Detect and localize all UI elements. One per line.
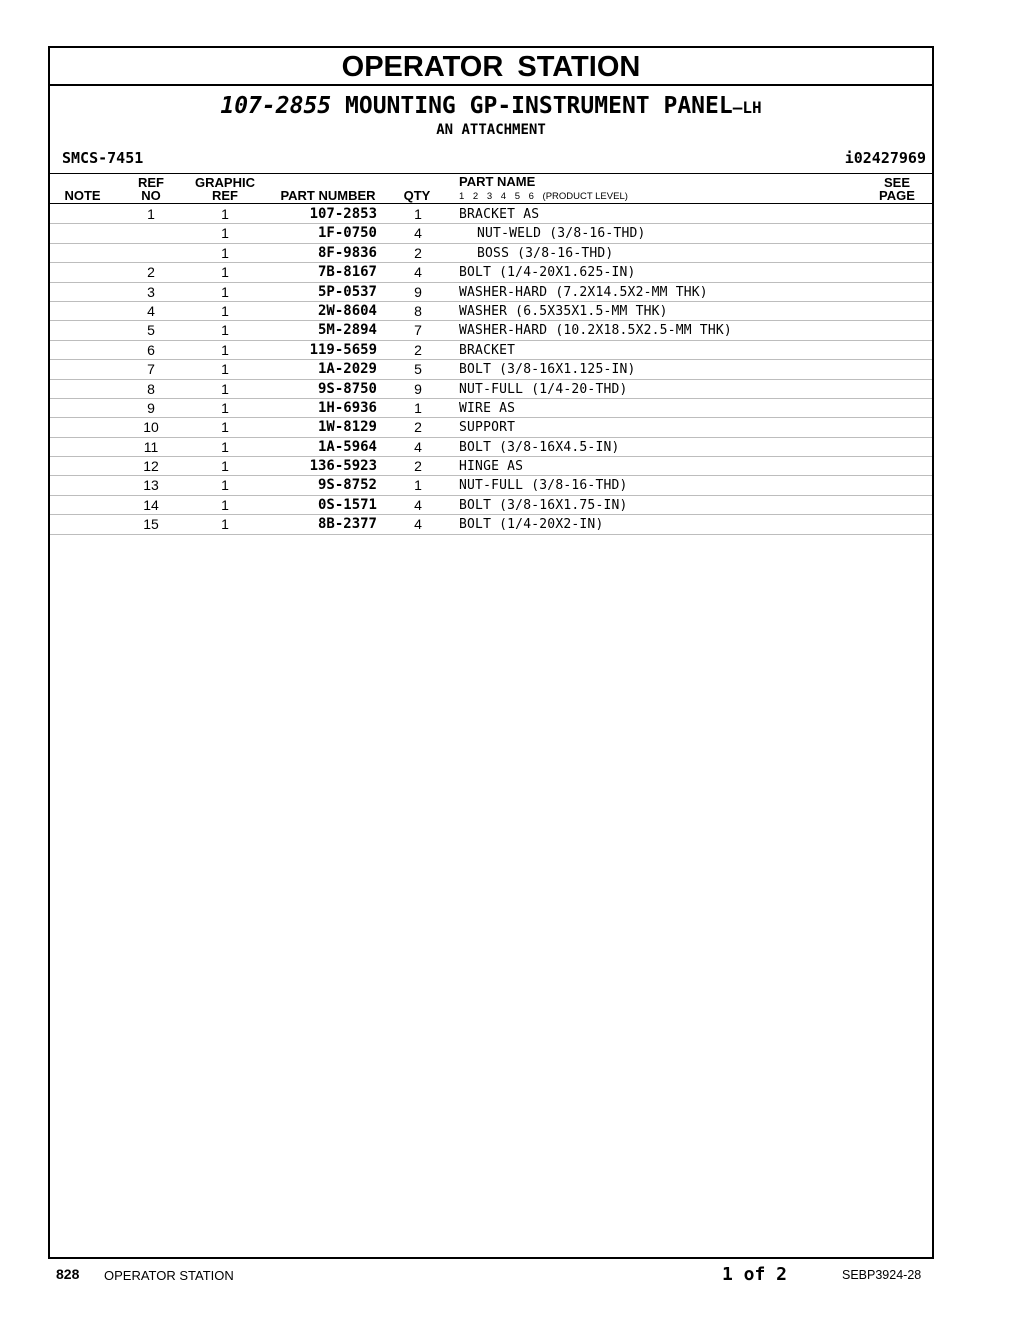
ref-no-cell: 9: [147, 399, 155, 416]
part-name-cell: BOLT (3/8-16X4.5-IN): [459, 439, 620, 455]
part-number-cell: 1H-6936: [317, 399, 377, 416]
part-number-cell: 9S-8750: [317, 380, 377, 397]
table-row: [50, 321, 932, 340]
table-row: [50, 302, 932, 321]
table-row: [50, 515, 932, 534]
ref-no-cell: 14: [143, 496, 159, 513]
graphic-ref-cell: 1: [221, 477, 229, 494]
table-row: [50, 380, 932, 399]
part-name-cell: BOLT (3/8-16X1.125-IN): [459, 362, 636, 378]
footer-section: OPERATOR STATION: [104, 1268, 234, 1283]
group-subtitle: AN ATTACHMENT: [436, 122, 546, 138]
graphic-ref-cell: 1: [221, 399, 229, 416]
smcs-code: SMCS-7451: [62, 149, 144, 167]
header-ref-no: REF NO: [138, 175, 164, 203]
group-name: MOUNTING GP-INSTRUMENT PANEL: [345, 93, 733, 119]
part-number-cell: 1A-5964: [317, 438, 377, 455]
ref-no-cell: 1: [147, 206, 155, 222]
part-number-cell: 0S-1571: [317, 496, 377, 513]
ref-no-cell: 7: [147, 361, 155, 378]
group-suffix: —LH: [732, 98, 762, 117]
ref-no-cell: 4: [147, 302, 155, 319]
graphic-ref-cell: 1: [221, 264, 229, 281]
part-number-cell: 5M-2894: [317, 322, 377, 339]
graphic-ref-cell: 1: [221, 380, 229, 397]
part-name-cell: BOLT (1/4-20X2-IN): [459, 517, 604, 533]
part-name-cell: BRACKET: [459, 342, 516, 358]
graphic-ref-cell: 1: [221, 302, 229, 319]
qty-cell: 1: [414, 206, 422, 222]
part-name-cell: NUT-FULL (1/4-20-THD): [459, 381, 628, 397]
qty-cell: 1: [414, 399, 422, 416]
ref-no-cell: 6: [147, 341, 155, 358]
part-name-cell: WASHER-HARD (10.2X18.5X2.5-MM THK): [459, 323, 732, 339]
ref-no-cell: 11: [143, 438, 159, 455]
table-row: [50, 341, 932, 360]
header-part-number: PART NUMBER: [280, 188, 376, 203]
part-name-cell: NUT-FULL (3/8-16-THD): [459, 478, 628, 494]
footer-page-of: 1 of 2: [722, 1264, 788, 1285]
part-name-cell: BRACKET AS: [459, 207, 540, 222]
group-title: [50, 92, 932, 122]
graphic-ref-cell: 1: [221, 206, 229, 222]
page-frame: [48, 46, 934, 1259]
part-name-cell: SUPPORT: [459, 420, 516, 436]
part-number-cell: 5P-0537: [317, 283, 377, 300]
qty-cell: 2: [414, 244, 422, 261]
group-part-number: 107-2855: [220, 93, 332, 119]
part-number-cell: 119-5659: [309, 341, 377, 358]
qty-cell: 2: [414, 419, 422, 436]
part-number-cell: 136-5923: [309, 458, 377, 475]
table-row: [50, 418, 932, 437]
footer-doc-id: SEBP3924-28: [842, 1268, 922, 1282]
footer-page-number: 828: [56, 1266, 80, 1282]
graphic-ref-cell: 1: [221, 341, 229, 358]
part-number-cell: 2W-8604: [317, 302, 377, 319]
table-row: [50, 244, 932, 263]
ref-no-cell: 3: [147, 283, 155, 300]
part-number-cell: 8F-9836: [317, 244, 377, 261]
qty-cell: 2: [414, 341, 422, 358]
part-number-cell: 1W-8129: [317, 419, 377, 436]
ref-no-cell: 2: [147, 264, 155, 281]
table-row: [50, 205, 932, 224]
header-qty: QTY: [403, 188, 431, 203]
qty-cell: 4: [414, 438, 422, 455]
part-number-cell: 7B-8167: [317, 264, 377, 281]
ref-no-cell: 13: [143, 477, 159, 494]
part-name-cell: WASHER-HARD (7.2X14.5X2-MM THK): [459, 284, 708, 300]
qty-cell: 4: [414, 516, 422, 533]
graphic-ref-cell: 1: [221, 438, 229, 455]
table-row: [50, 399, 932, 418]
qty-cell: 7: [414, 322, 422, 339]
table-row: [50, 438, 932, 457]
table-row: [50, 457, 932, 476]
section-title: OPERATOR STATION: [50, 48, 932, 86]
qty-cell: 4: [414, 225, 422, 242]
table-row: [50, 263, 932, 282]
qty-cell: 8: [414, 302, 422, 319]
part-number-cell: 9S-8752: [317, 477, 377, 494]
table-row: [50, 360, 932, 379]
part-name-cell: BOSS (3/8-16-THD): [477, 245, 614, 261]
table-row: [50, 283, 932, 302]
part-number-cell: 8B-2377: [317, 516, 377, 533]
illustration-id: i02427969: [844, 149, 926, 167]
header-graphic-ref: GRAPHIC REF: [195, 175, 255, 203]
header-see-page: SEE PAGE: [879, 175, 915, 203]
graphic-ref-cell: 1: [221, 322, 229, 339]
part-name-cell: NUT-WELD (3/8-16-THD): [477, 226, 646, 242]
graphic-ref-cell: 1: [221, 419, 229, 436]
table-row: [50, 496, 932, 515]
ref-no-cell: 8: [147, 380, 155, 397]
part-name-cell: HINGE AS: [459, 459, 524, 475]
table-row: [50, 476, 932, 495]
graphic-ref-cell: 1: [221, 283, 229, 300]
part-name-cell: BOLT (1/4-20X1.625-IN): [459, 265, 636, 281]
qty-cell: 2: [414, 458, 422, 475]
qty-cell: 9: [414, 283, 422, 300]
header-bottom-rule: [50, 203, 932, 204]
graphic-ref-cell: 1: [221, 225, 229, 242]
ref-no-cell: 5: [147, 322, 155, 339]
header-part-name: PART NAME: [459, 174, 536, 189]
part-name-cell: WIRE AS: [459, 400, 516, 416]
parts-list: [50, 205, 932, 535]
graphic-ref-cell: 1: [221, 244, 229, 261]
table-row: [50, 224, 932, 243]
graphic-ref-cell: 1: [221, 458, 229, 475]
part-number-cell: 107-2853: [309, 206, 377, 222]
graphic-ref-cell: 1: [221, 361, 229, 378]
graphic-ref-cell: 1: [221, 496, 229, 513]
part-number-cell: 1F-0750: [317, 225, 377, 242]
qty-cell: 5: [414, 361, 422, 378]
header-product-levels: 1 2 3 4 5 6 (PRODUCT LEVEL): [459, 191, 628, 202]
graphic-ref-cell: 1: [221, 516, 229, 533]
qty-cell: 1: [414, 477, 422, 494]
qty-cell: 4: [414, 264, 422, 281]
ref-no-cell: 12: [143, 458, 159, 475]
header-note: NOTE: [64, 188, 101, 203]
part-name-cell: BOLT (3/8-16X1.75-IN): [459, 497, 628, 513]
qty-cell: 9: [414, 380, 422, 397]
ref-no-cell: 15: [143, 516, 159, 533]
part-number-cell: 1A-2029: [317, 361, 377, 378]
part-name-cell: WASHER (6.5X35X1.5-MM THK): [459, 303, 668, 319]
ref-no-cell: 10: [143, 419, 159, 436]
qty-cell: 4: [414, 496, 422, 513]
